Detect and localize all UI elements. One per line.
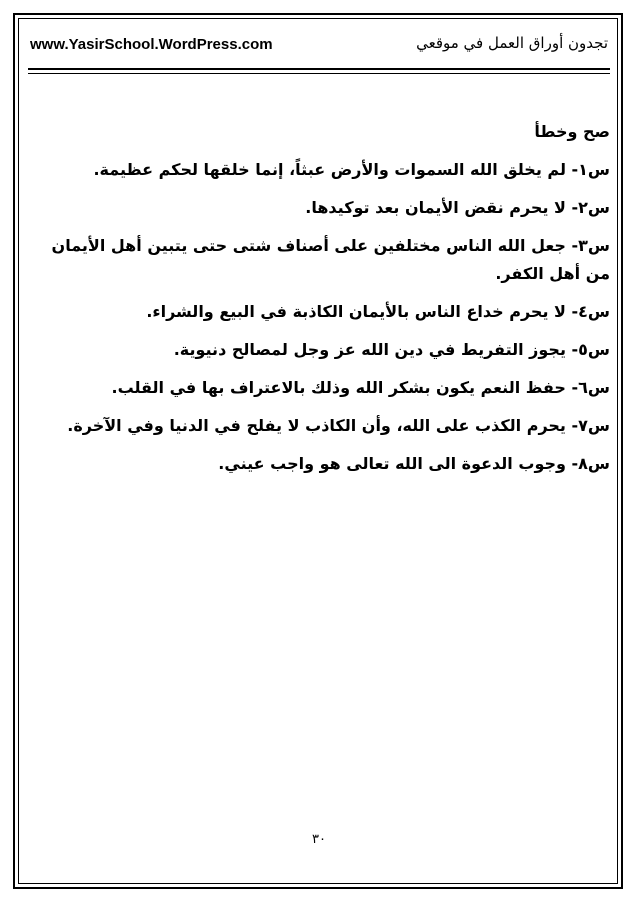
page-number: ٣٠ (312, 832, 326, 847)
question-5: س٥- يجوز التفريط في دين الله عز وجل لمصالح دنيوية. (173, 340, 610, 359)
header-divider (28, 68, 610, 74)
header-title: تجدون أوراق العمل في موقعي (416, 34, 608, 52)
question-3: س٣- جعل الله الناس مختلفين على أصناف شتى حتى يتبين أهل الأيمان من أهل الكفر. (51, 236, 610, 283)
section-title: صح وخطأ (534, 122, 610, 141)
question-8: س٨- وجوب الدعوة الى الله تعالى هو واجب عيني. (218, 454, 610, 473)
question-7: س٧- يحرم الكذب على الله، وأن الكاذب لا يفلح في الدنيا وفي الآخرة. (67, 416, 610, 435)
worksheet-content (34, 118, 610, 488)
question-6: س٦- حفظ النعم يكون بشكر الله وذلك بالاعتراف بها في القلب. (111, 378, 610, 397)
question-2: س٢- لا يحرم نقض الأيمان بعد توكيدها. (305, 198, 610, 217)
question-1: س١- لم يخلق الله السموات والأرض عبثاً، إنما خلقها لحكم عظيمة. (93, 160, 610, 179)
header-url: www.YasirSchool.WordPress.com (30, 36, 273, 53)
page-header (30, 34, 608, 62)
question-4: س٤- لا يحرم خداع الناس بالأيمان الكاذبة في البيع والشراء. (146, 302, 610, 321)
